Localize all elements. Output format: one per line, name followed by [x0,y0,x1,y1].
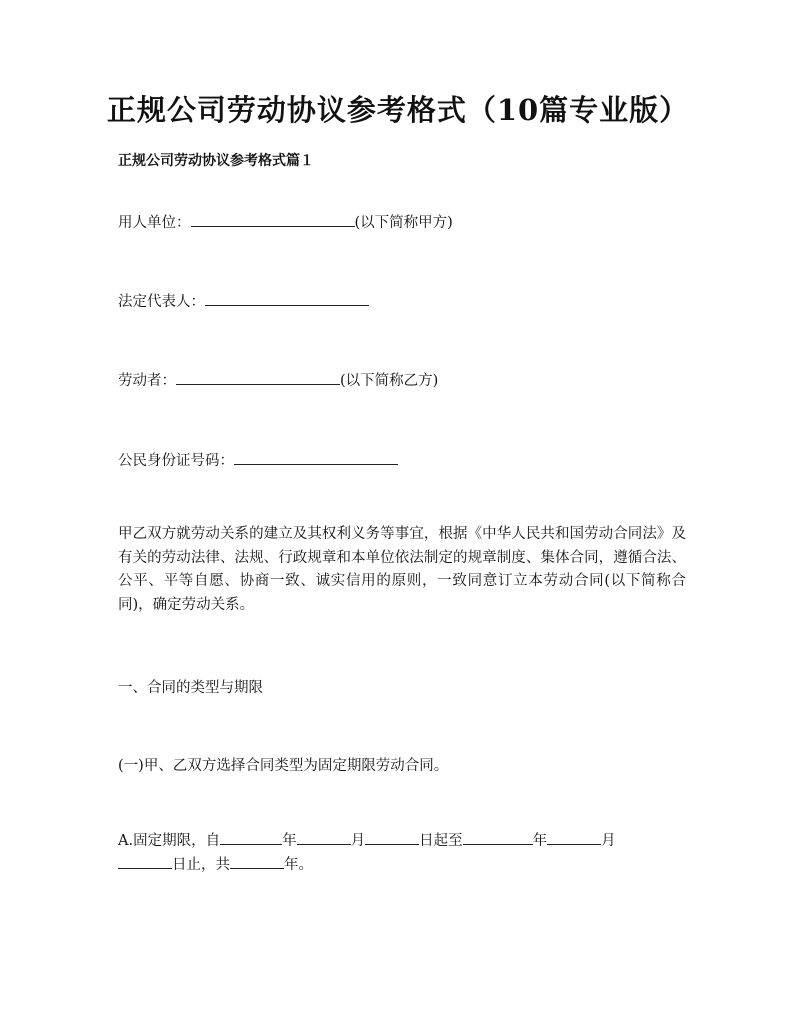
end-month-label: 月 [601,833,616,849]
id-number-label: 公民身份证号码： [118,453,234,469]
employer-suffix: (以下简称甲方) [354,215,453,231]
worker-line [118,369,438,390]
start-month-blank[interactable] [297,830,351,845]
total-years-blank[interactable] [230,854,284,869]
fixed-term-clause [118,830,686,877]
start-year-label: 年 [282,833,297,849]
worker-blank[interactable] [176,370,340,385]
employer-blank[interactable] [191,212,355,227]
id-number-line [118,449,398,470]
document-title: 正规公司劳动协议参考格式（10篇专业版） [106,93,690,127]
end-year-label: 年 [532,833,548,849]
fixed-term-prefix: A.固定期限，自 [118,833,221,849]
start-day-blank[interactable] [365,830,419,845]
intro-paragraph: 甲乙双方就劳动关系的建立及其权利义务等事宜，根据《中华人民共和国劳动合同法》及有关的劳动法律、法规、行政规章和本单位依法制定的规章制度、集体合同，遵循合法、公平、平等自愿、协商一致、诚实信用的原则，一致同意订立本劳动合同(以下简称合同)，确定劳动关系。 [118,526,686,613]
start-year-blank[interactable] [220,830,282,845]
employer-line [118,211,453,232]
end-day-label: 日止，共 [172,856,230,873]
end-month-blank[interactable] [547,830,601,845]
start-month-label: 月 [350,833,366,849]
start-day-label: 日起至 [419,833,463,849]
total-years-label: 年。 [284,856,313,873]
id-number-blank[interactable] [234,450,398,465]
worker-label: 劳动者： [118,373,176,389]
worker-suffix: (以下简称乙方) [340,373,439,389]
legal-rep-line [118,290,369,311]
legal-rep-blank[interactable] [205,291,369,306]
end-year-blank[interactable] [463,830,533,845]
article-1-heading: 一、合同的类型与期限 [118,680,263,696]
section-heading: 正规公司劳动协议参考格式篇１ [118,153,314,169]
legal-rep-label: 法定代表人： [118,294,205,310]
end-day-blank[interactable] [118,854,172,869]
employer-label: 用人单位： [118,215,191,231]
clause-1: (一)甲、乙双方选择合同类型为固定期限劳动合同。 [118,758,449,774]
